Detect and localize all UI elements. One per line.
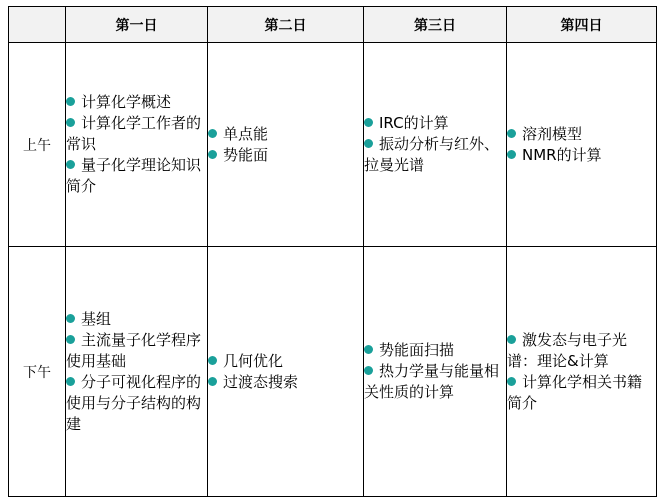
bullet-dot-icon [66, 314, 75, 323]
list-item-text: 主流量子化学程序使用基础 [66, 330, 202, 370]
bullet-dot-icon [208, 356, 217, 365]
afternoon-day-2-cell [208, 247, 364, 497]
afternoon-day-4-cell [507, 247, 657, 497]
bullet-dot-icon [507, 335, 516, 344]
morning-row [9, 43, 657, 247]
bullet-dot-icon [208, 150, 217, 159]
afternoon-day-3-cell [364, 247, 507, 497]
list-item-text: 几何优化 [223, 351, 284, 370]
list-item [66, 92, 207, 113]
day-1-header: 第一日 [66, 7, 208, 43]
list-item-text: 基组 [81, 309, 112, 328]
list-item-text: IRC的计算 [379, 114, 449, 132]
list-item [364, 134, 506, 176]
list-item-text: 溶剂模型 [522, 124, 583, 143]
list-item-text: 势能面扫描 [379, 341, 455, 359]
bullet-dot-icon [364, 345, 373, 354]
list-item [507, 330, 656, 372]
bullet-dot-icon [66, 97, 75, 106]
list-item [66, 330, 207, 372]
list-item-text: NMR的计算 [522, 145, 602, 164]
bullet-dot-icon [364, 139, 373, 148]
list-item-text: 计算化学工作者的常识 [66, 114, 202, 153]
list-item-text: 过渡态搜索 [223, 372, 299, 391]
list-item [507, 372, 656, 414]
list-item [364, 113, 506, 134]
bullet-dot-icon [66, 118, 75, 127]
list-item [507, 124, 656, 145]
bullet-dot-icon [66, 377, 75, 386]
list-item-text: 计算化学相关书籍简介 [507, 372, 643, 412]
day-2-header: 第二日 [208, 7, 364, 43]
bullet-dot-icon [507, 150, 516, 159]
list-item [66, 113, 207, 155]
list-item-text: 势能面 [223, 145, 269, 164]
schedule-table [8, 6, 657, 497]
list-item [208, 124, 363, 145]
header-row [9, 7, 657, 43]
bullet-dot-icon [364, 118, 373, 127]
list-item [364, 340, 506, 361]
day-4-header: 第四日 [507, 7, 657, 43]
bullet-dot-icon [208, 129, 217, 138]
morning-day-4-cell [507, 43, 657, 247]
list-item [208, 351, 363, 372]
morning-day-2-cell [208, 43, 364, 247]
list-item [208, 372, 363, 393]
list-item-text: 计算化学概述 [81, 93, 172, 111]
list-item [364, 361, 506, 403]
afternoon-day-1-cell [66, 247, 208, 497]
bullet-dot-icon [66, 160, 75, 169]
row-label-morning: 上午 [9, 43, 66, 247]
bullet-dot-icon [66, 335, 75, 344]
bullet-dot-icon [507, 377, 516, 386]
list-item [66, 155, 207, 197]
row-label-afternoon: 下午 [9, 247, 66, 497]
list-item [208, 145, 363, 166]
list-item-text: 激发态与电子光谱：理论&计算 [507, 330, 628, 370]
list-item-text: 单点能 [223, 124, 269, 143]
corner-header [9, 7, 66, 43]
morning-day-1-cell [66, 43, 208, 247]
day-3-header: 第三日 [364, 7, 507, 43]
list-item [66, 309, 207, 330]
list-item [66, 372, 207, 435]
bullet-dot-icon [208, 377, 217, 386]
list-item-text: 振动分析与红外、拉曼光谱 [364, 135, 500, 174]
list-item-text: 分子可视化程序的使用与分子结构的构建 [66, 372, 202, 433]
bullet-dot-icon [364, 366, 373, 375]
list-item-text: 热力学量与能量相关性质的计算 [364, 362, 500, 401]
morning-day-3-cell [364, 43, 507, 247]
list-item-text: 量子化学理论知识简介 [66, 156, 202, 195]
list-item [507, 145, 656, 166]
bullet-dot-icon [507, 129, 516, 138]
afternoon-row [9, 247, 657, 497]
